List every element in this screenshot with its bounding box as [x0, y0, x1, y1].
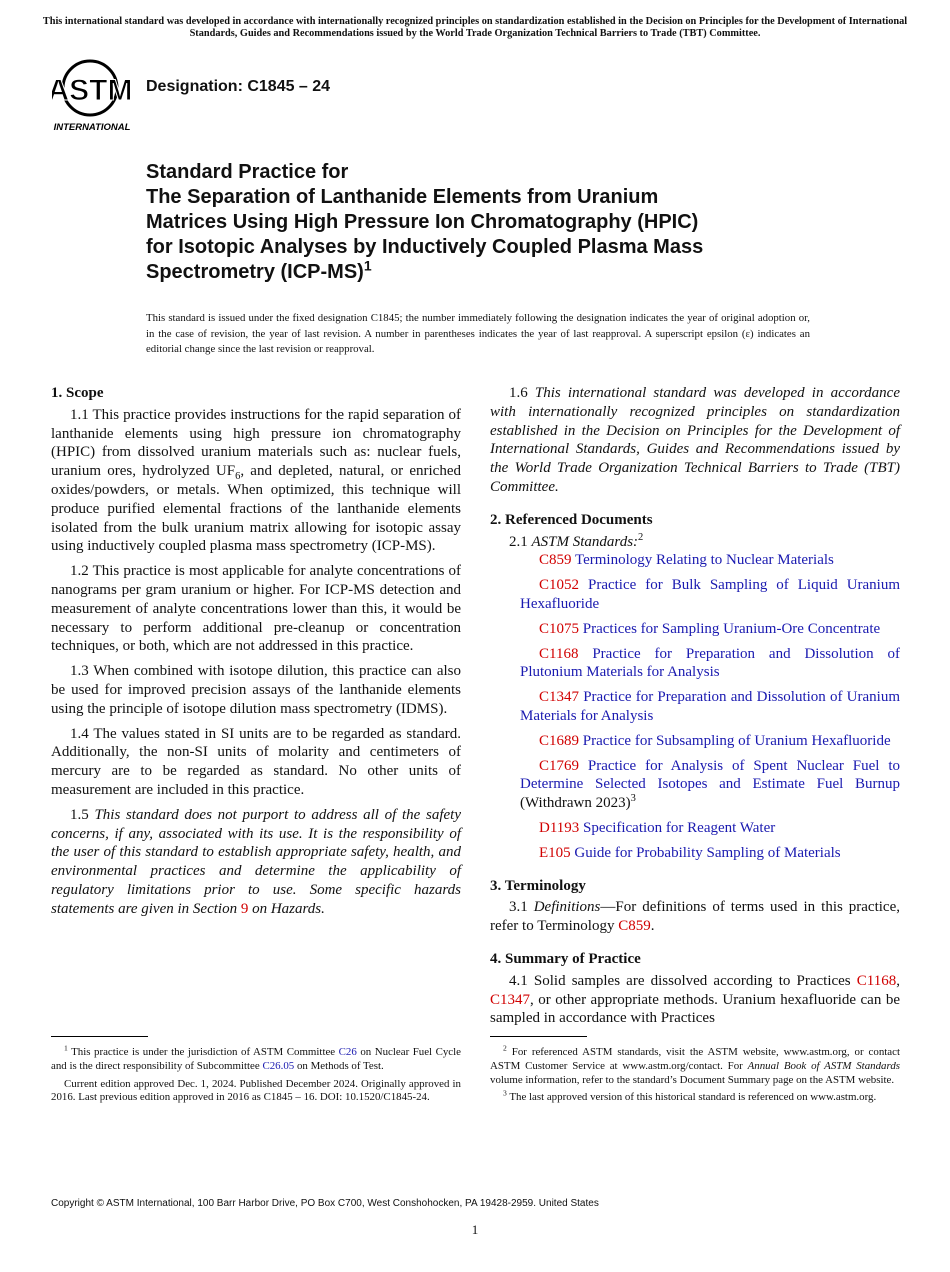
document-title	[146, 160, 866, 285]
astm-logo	[52, 56, 136, 132]
reference-entry	[490, 844, 900, 863]
scope-heading: 1. Scope	[51, 385, 104, 401]
scope-1-6	[490, 384, 900, 497]
title-line: Matrices Using High Pressure Ion Chromatography (HPIC)	[146, 211, 699, 233]
summary-4-1	[490, 972, 900, 1028]
reference-entry	[490, 757, 900, 813]
svg-text:ASTM: ASTM	[52, 74, 133, 107]
scope-1-5-text-end: on Hazards.	[252, 900, 325, 917]
footnote-divider	[51, 1036, 148, 1037]
footnote-2	[490, 1043, 901, 1087]
scope-1-4: 1.4 The values stated in SI units are to be regarded as standard. Additionally, the non-SI units of molarity and centimeters of mercury are to be regarded as standard. No other units of measurement are included in this practice.	[51, 725, 461, 798]
reference-link[interactable]: C1168	[856, 972, 897, 989]
footnote-1-edition: Current edition approved Dec. 1, 2024. Published December 2024. Originally approved in 2016. Last previous edition approved in 2016 as C1845 – 16. DOI: 10.1520/C1845-24.	[51, 1077, 461, 1104]
footnote-text: For referenced ASTM standards, visit the ASTM website, www.astm.org, or contact ASTM Customer Service at www.astm.org/contact. For	[490, 1046, 900, 1072]
para-number: 1.5	[70, 806, 89, 823]
footnote-text: The last approved version of this historical standard is referenced on www.astm.org.	[509, 1091, 877, 1104]
reference-link[interactable]: C1347	[490, 991, 531, 1008]
reference-title-link[interactable]: Practice for Preparation and Dissolution of Uranium Materials for Analysis	[520, 689, 900, 724]
summary-text-cont: , or other appropriate methods. Uranium hexafluoride can be sampled in accordance with Practices	[490, 991, 900, 1027]
reference-entry	[490, 551, 900, 570]
reference-title-link[interactable]: Practice for Analysis of Spent Nuclear Fuel to Determine Selected Isotopes and Estimate Fuel Burnup	[520, 757, 901, 793]
reference-title-link[interactable]: Practice for Subsampling of Uranium Hexafluoride	[582, 732, 891, 749]
reference-code-link[interactable]: D1193	[539, 819, 580, 836]
footnote-text: volume information, refer to the standard’s Document Summary page on the ASTM website.	[490, 1073, 895, 1086]
footnote-mark: 3	[503, 1088, 507, 1098]
reference-entry	[490, 620, 900, 639]
footnotes-left	[51, 1043, 461, 1109]
summary-text: 4.1 Solid samples are dissolved according to Practices	[509, 972, 851, 989]
committee-link[interactable]: C26	[338, 1046, 357, 1058]
reference-code-link[interactable]: C1052	[539, 577, 580, 594]
title-line: The Separation of Lanthanide Elements from Uranium	[146, 186, 659, 208]
reference-entry	[490, 576, 900, 614]
page-number: 1	[471, 1222, 479, 1237]
terminology-heading: 3. Terminology	[490, 877, 586, 894]
footnote-text: on Nuclear Fuel Cycle and is the direct responsibility of Subcommittee	[51, 1046, 461, 1072]
reference-code-link[interactable]: C1769	[539, 757, 580, 774]
reference-entry	[490, 819, 900, 838]
footnote-mark: 3	[630, 793, 636, 805]
footnotes-right	[490, 1043, 901, 1109]
reference-code-link[interactable]: C1168	[539, 645, 579, 662]
issued-note: This standard is issued under the fixed designation C1845; the number immediately following the designation indicates the year of original adoption or, in the case of revision, the year of last revision. A number in parentheses indicates the year of last reapproval. A superscript epsilon (ε) indicates an editorial change since the last revision or reapproval.	[146, 312, 810, 355]
footnote-1	[51, 1043, 461, 1074]
scope-1-5-text: This standard does not purport to address all of the safety concerns, if any, associated with its use. It is the responsibility of the user of this standard to establish appropriate safety, health, and environmental practices and determine the applicability of regulatory limitations prior to use. Some specific hazards statements are given in Section	[51, 806, 462, 917]
designation: Designation: C1845 – 24	[146, 78, 331, 95]
reference-entry	[490, 732, 900, 751]
period: .	[650, 918, 655, 935]
reference-title-link[interactable]: Terminology Relating to Nuclear Materials	[575, 552, 834, 569]
right-column	[490, 384, 900, 1034]
reference-title-link[interactable]: Practice for Preparation and Dissolution of Plutonium Materials for Analysis	[520, 645, 901, 681]
reference-code-link[interactable]: C1075	[539, 620, 580, 637]
astm-standards-text: ASTM Standards:	[531, 533, 639, 550]
reference-title-link[interactable]: Guide for Probability Sampling of Materials	[574, 844, 841, 861]
scope-1-1	[51, 406, 461, 556]
title-line: for Isotopic Analyses by Inductively Coupled Plasma Mass	[146, 236, 704, 258]
comma: ,	[896, 972, 900, 989]
reference-link[interactable]: C859	[618, 918, 651, 935]
scope-1-6-text: This international standard was developed in accordance with internationally recognized principles on standardization established in the Decision on Principles for the Development of International Standards, Guides and Recommendations issued by the World Trade Organization Technical Barriers to Trade (TBT) Committee.	[490, 385, 901, 495]
top-notice: This international standard was developed in accordance with internationally recognized principles on standardization established in the Decision on Principles for the Development of International Standards, Guides and Recommendations issued by the World Trade Organization Technical Barriers to Trade (TBT) Committee.	[42, 16, 908, 39]
reference-entry	[490, 688, 900, 726]
reference-code-link[interactable]: E105	[539, 844, 571, 861]
astm-standards-label	[490, 533, 900, 552]
reference-code-link[interactable]: C1347	[539, 689, 580, 706]
withdrawn-note: (Withdrawn 2023)	[520, 795, 631, 812]
summary-heading: 4. Summary of Practice	[490, 950, 641, 967]
subcommittee-link[interactable]: C26.05	[262, 1059, 295, 1072]
reference-list	[490, 551, 900, 862]
title-line: Standard Practice for	[146, 161, 349, 183]
section-link[interactable]: 9	[240, 900, 249, 917]
title-footnote-mark: 1	[363, 257, 372, 274]
footnote-italic: Annual Book of ASTM Standards	[747, 1059, 901, 1072]
para-number: 1.6	[509, 385, 528, 401]
scope-1-1-text-cont: , and depleted, natural, or enriched oxides/powders, or metals. When optimized, this technique will produce purified elemental fractions of the lanthanide elements isolated from the bulk uranium matrix allowing for isotopic assay using inductively coupled plasma mass spectrometry (ICP-MS).	[51, 463, 461, 555]
definitions-label: Definitions	[533, 899, 601, 916]
para-number: 2.1	[509, 533, 528, 550]
subscript: 6	[235, 471, 241, 483]
scope-1-2: 1.2 This practice is most applicable for analyte concentrations of nanograms per gram uranium or higher. For ICP-MS detection and measurement of analyte concentrations lower than this, it would be necessary to perform additional pre-cleanup or concentration techniques, or both, which are not addressed in this practice.	[51, 563, 461, 655]
footnote-mark: 1	[64, 1043, 68, 1053]
footnote-mark: 2	[503, 1043, 507, 1053]
left-column	[51, 384, 461, 925]
para-number: 3.1	[509, 899, 528, 916]
footnote-text: on Methods of Test.	[296, 1059, 384, 1072]
scope-1-1-text: 1.1 This practice provides instructions for the rapid separation of lanthanide elements using high pressure ion chromatography (HPIC) from dissolved uranium materials such as: nuclear fuels, uranium ores, hydrolyzed UF	[51, 406, 461, 480]
terminology-text: —For definitions of terms used in this practice, refer to Terminology	[490, 899, 900, 935]
footnote-divider	[490, 1036, 587, 1037]
reference-title-link[interactable]: Practice for Bulk Sampling of Liquid Uranium Hexafluoride	[520, 577, 901, 612]
reference-code-link[interactable]: C859	[539, 552, 572, 569]
reference-title-link[interactable]: Specification for Reagent Water	[583, 819, 776, 836]
scope-1-5	[51, 806, 461, 919]
title-line	[146, 257, 866, 285]
copyright: Copyright © ASTM International, 100 Barr Harbor Drive, PO Box C700, West Conshohocken, PA 19428-2959. United States	[51, 1198, 599, 1209]
footnote-text: This practice is under the jurisdiction of ASTM Committee	[71, 1046, 336, 1058]
terminology-3-1	[490, 898, 900, 936]
scope-1-3: 1.3 When combined with isotope dilution, this practice can also be used for improved precision assays of the lanthanide elements using the principle of isotope dilution mass spectrometry (IDMS).	[51, 663, 461, 717]
title-line-text: Spectrometry (ICP-MS)	[146, 261, 364, 283]
logo-text: INTERNATIONAL	[53, 122, 131, 132]
reference-entry	[490, 645, 900, 683]
astm-logo-mark	[52, 56, 136, 132]
footnote-mark: 2	[638, 531, 644, 543]
reference-title-link[interactable]: Practices for Sampling Uranium-Ore Concentrate	[582, 620, 881, 637]
referenced-heading: 2. Referenced Documents	[490, 511, 653, 528]
footnote-3	[490, 1088, 900, 1105]
reference-code-link[interactable]: C1689	[539, 732, 580, 749]
